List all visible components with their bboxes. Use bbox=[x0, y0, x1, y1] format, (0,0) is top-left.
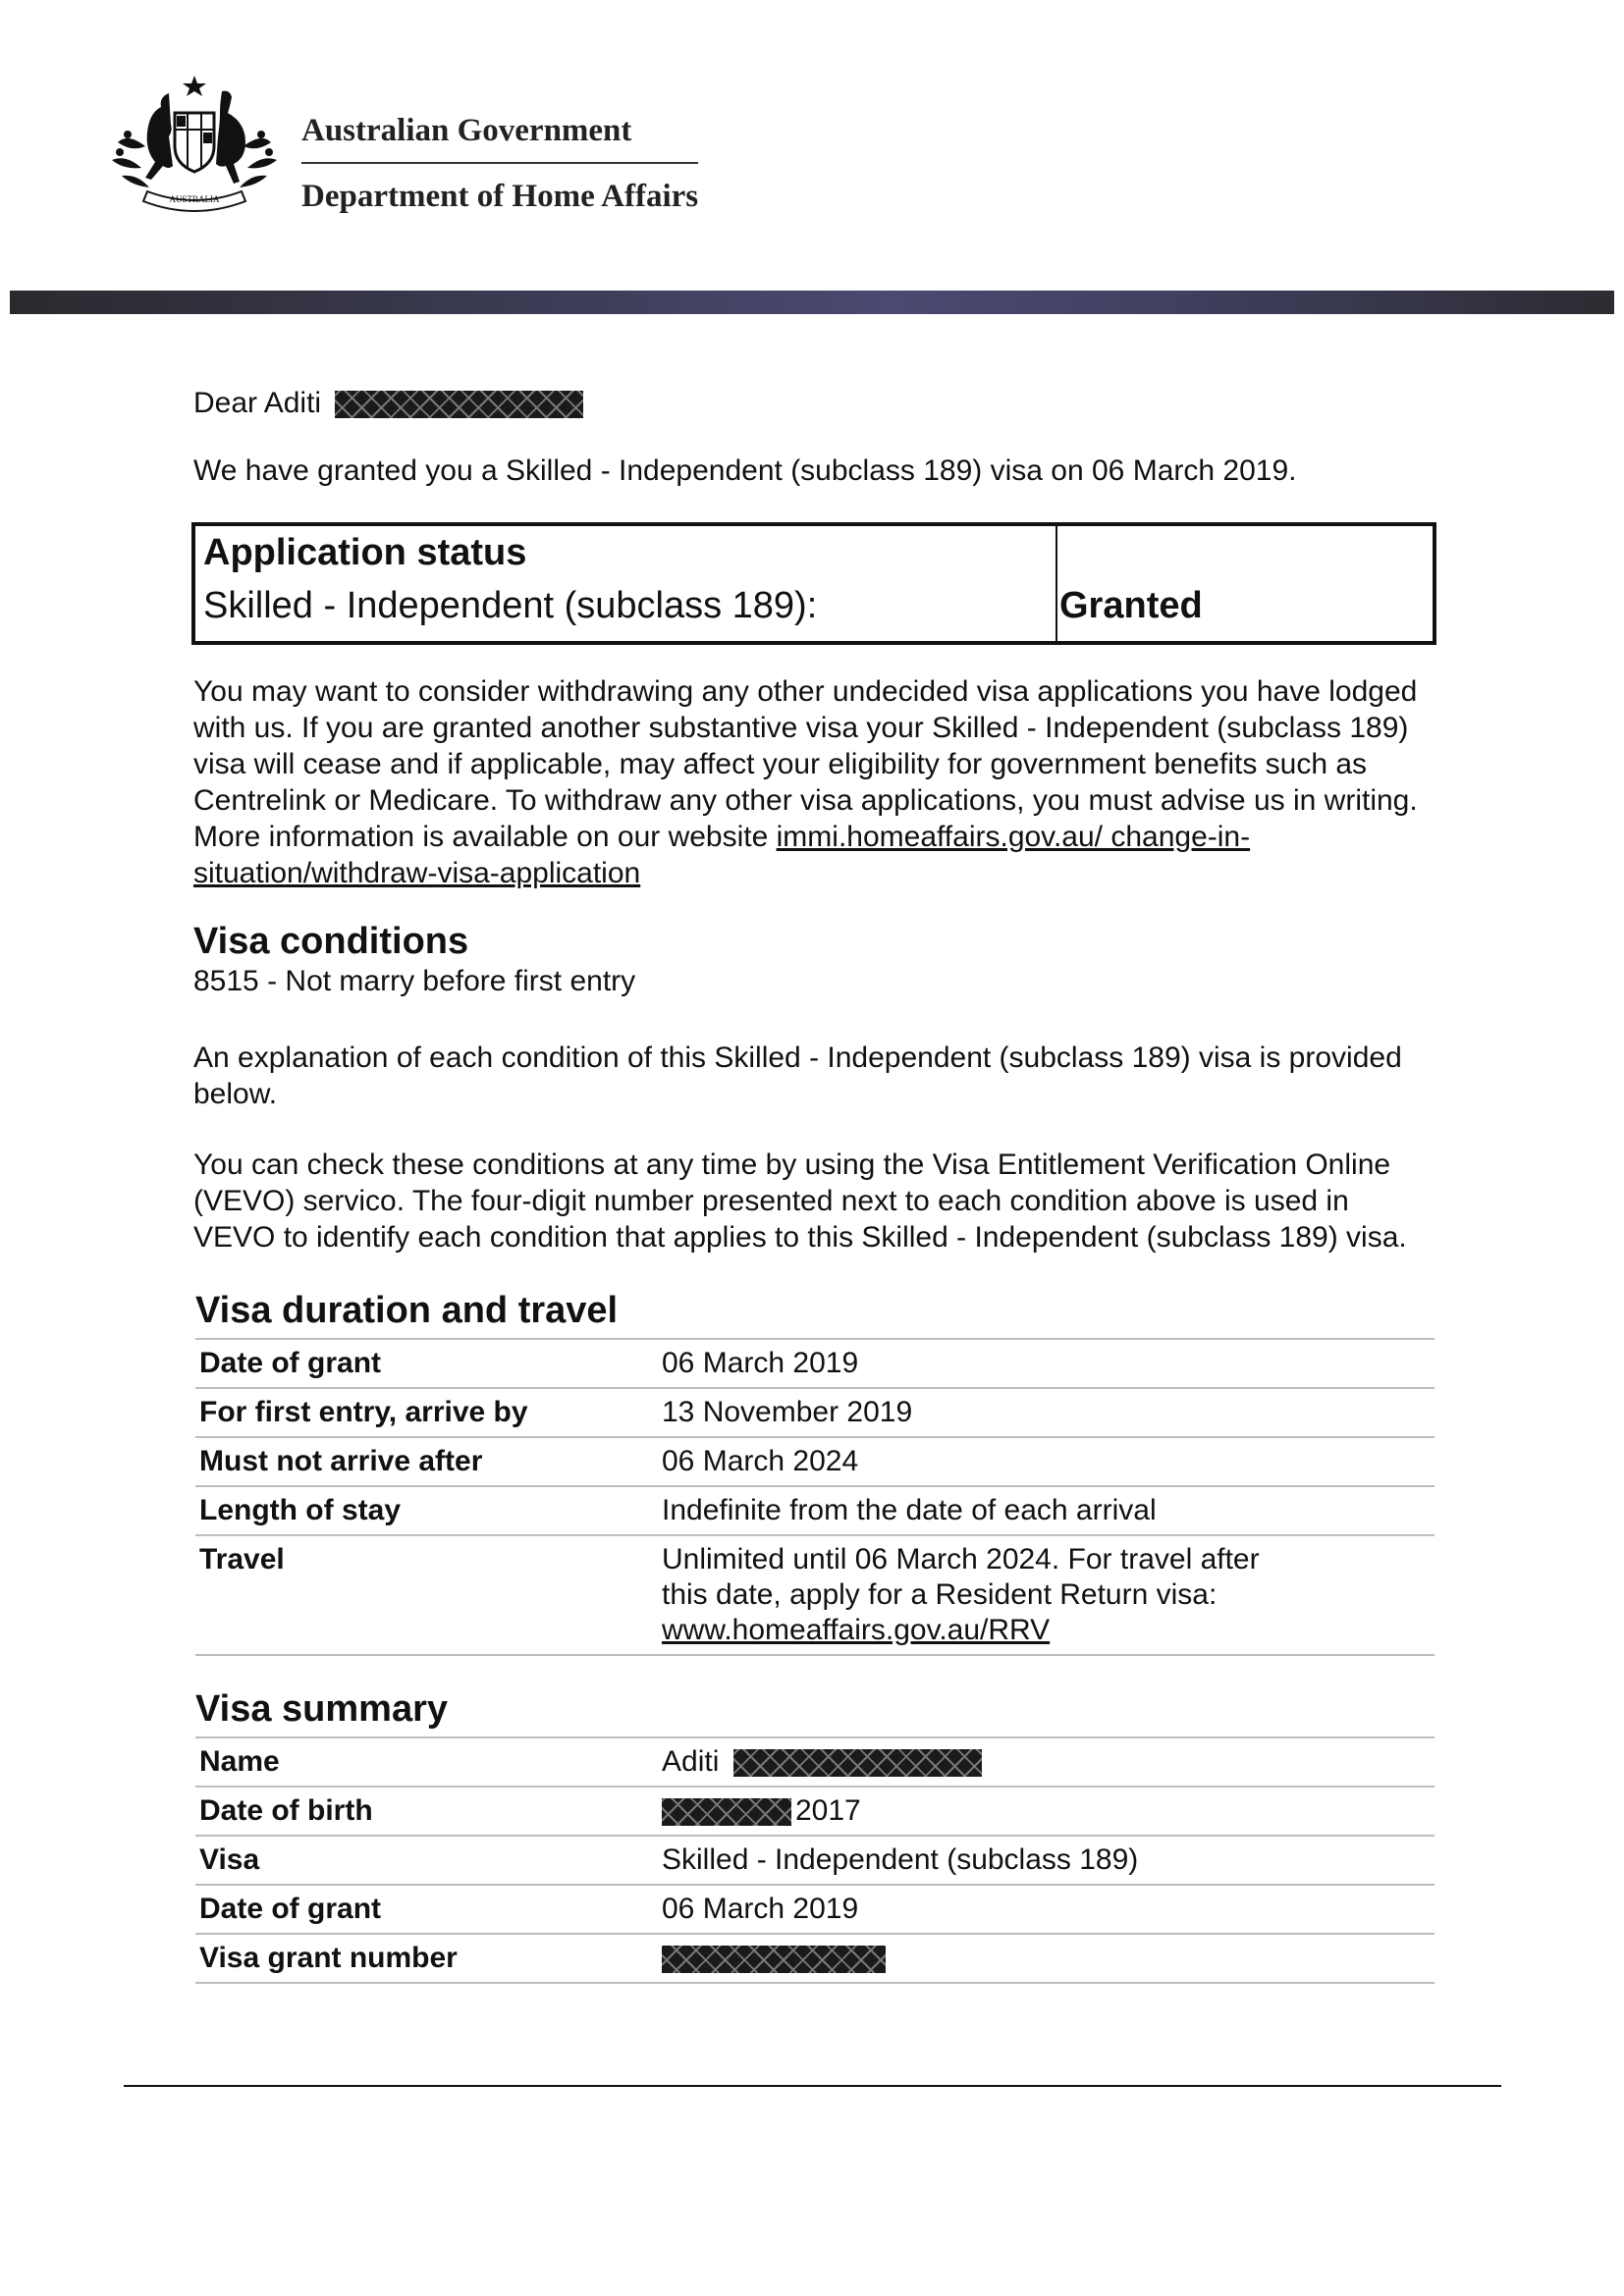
row-value: 2017 bbox=[795, 1794, 861, 1827]
status-label: Skilled - Independent (subclass 189): bbox=[203, 585, 818, 626]
table-row bbox=[195, 1535, 1435, 1655]
row-key: Name bbox=[195, 1737, 658, 1787]
visa-summary-table bbox=[195, 1736, 1435, 1984]
table-row bbox=[195, 1787, 1435, 1836]
greeting: Dear Aditi bbox=[193, 387, 322, 419]
conditions-explanation: An explanation of each condition of this Skilled - Independent (subclass 189) visa is provided below. bbox=[193, 1041, 1402, 1110]
table-row bbox=[195, 1934, 1435, 1983]
row-value: Skilled - Independent (subclass 189) bbox=[658, 1836, 1435, 1885]
grant-intro: We have granted you a Skilled - Independent (subclass 189) visa on 06 March 2019. bbox=[193, 454, 1297, 487]
withdraw-text: You may want to consider withdrawing any other undecided visa applications you have lodged with us. If you are granted another substantive visa your Skilled - Independent (subclass 189) visa will cease and if applicable, may affect your eligibility for government benefits such as Centrelink or Medicare. To withdraw any other visa applications, you must advise us in writing. More information is available on our website bbox=[193, 675, 1418, 853]
visa-conditions-section bbox=[193, 921, 1433, 999]
withdraw-link[interactable]: immi.homeaffairs.gov.au/ change-in-situation/withdraw-visa-application bbox=[193, 821, 1251, 889]
row-key: Date of birth bbox=[195, 1787, 658, 1836]
row-key: Date of grant bbox=[195, 1339, 658, 1388]
header-band bbox=[10, 291, 1614, 314]
letterhead bbox=[0, 0, 1624, 294]
status-title: Application status bbox=[203, 532, 527, 573]
table-row bbox=[195, 1737, 1435, 1787]
row-key: Must not arrive after bbox=[195, 1437, 658, 1486]
row-key: Visa bbox=[195, 1836, 658, 1885]
row-value: 13 November 2019 bbox=[658, 1388, 1435, 1437]
row-key: Visa grant number bbox=[195, 1934, 658, 1983]
status-value: Granted bbox=[1059, 585, 1203, 626]
department-name: Department of Home Affairs bbox=[301, 179, 699, 214]
withdraw-paragraph bbox=[193, 673, 1433, 891]
dob-value-cell bbox=[658, 1787, 1435, 1836]
grant-number-cell bbox=[658, 1934, 1435, 1983]
footer-rule bbox=[124, 2085, 1501, 2087]
table-row bbox=[195, 1437, 1435, 1486]
table-row bbox=[195, 1836, 1435, 1885]
table-row bbox=[195, 1339, 1435, 1388]
row-value: 06 March 2019 bbox=[658, 1339, 1435, 1388]
vevo-paragraph: You can check these conditions at any time by using the Visa Entitlement Verification Online (VEVO) servico. The four-digit number presented next to each condition above is used in VEVO to identify each condition that applies to this Skilled - Independent (subclass 189) visa. bbox=[193, 1148, 1407, 1254]
row-key: For first entry, arrive by bbox=[195, 1388, 658, 1437]
header-divider bbox=[301, 162, 698, 164]
condition-item: 8515 - Not marry before first entry bbox=[193, 965, 636, 997]
rrv-link[interactable]: www.homeaffairs.gov.au/RRV bbox=[662, 1614, 1051, 1646]
row-value: 06 March 2024 bbox=[658, 1437, 1435, 1486]
visa-duration-heading: Visa duration and travel bbox=[195, 1290, 619, 1331]
redacted-surname bbox=[335, 391, 583, 418]
coat-of-arms-icon bbox=[98, 74, 291, 221]
row-key: Length of stay bbox=[195, 1486, 658, 1535]
row-key: Date of grant bbox=[195, 1885, 658, 1934]
application-status-box bbox=[191, 522, 1436, 645]
greeting-line bbox=[193, 385, 583, 421]
redacted-surname bbox=[733, 1749, 982, 1777]
visa-summary-section bbox=[195, 1688, 1435, 1984]
redacted-grant-number bbox=[662, 1946, 886, 1973]
status-divider bbox=[1056, 526, 1057, 641]
row-value: Aditi bbox=[662, 1745, 720, 1778]
name-value-cell bbox=[658, 1737, 1435, 1787]
visa-summary-heading: Visa summary bbox=[195, 1688, 449, 1730]
travel-value bbox=[658, 1535, 1435, 1655]
row-value: Unlimited until 06 March 2024. For travel after this date, apply for a Resident Return visa: bbox=[662, 1543, 1260, 1611]
visa-duration-table bbox=[195, 1338, 1435, 1656]
table-row bbox=[195, 1486, 1435, 1535]
row-key: Travel bbox=[195, 1535, 658, 1655]
visa-conditions-heading: Visa conditions bbox=[193, 921, 469, 962]
redacted-dob bbox=[662, 1798, 791, 1826]
row-value: Indefinite from the date of each arrival bbox=[658, 1486, 1435, 1535]
table-row bbox=[195, 1885, 1435, 1934]
table-row bbox=[195, 1388, 1435, 1437]
row-value: 06 March 2019 bbox=[658, 1885, 1435, 1934]
crest-scroll-text: AUSTRALIA bbox=[169, 194, 220, 204]
visa-duration-section bbox=[195, 1290, 1435, 1656]
government-name: Australian Government bbox=[301, 113, 632, 148]
